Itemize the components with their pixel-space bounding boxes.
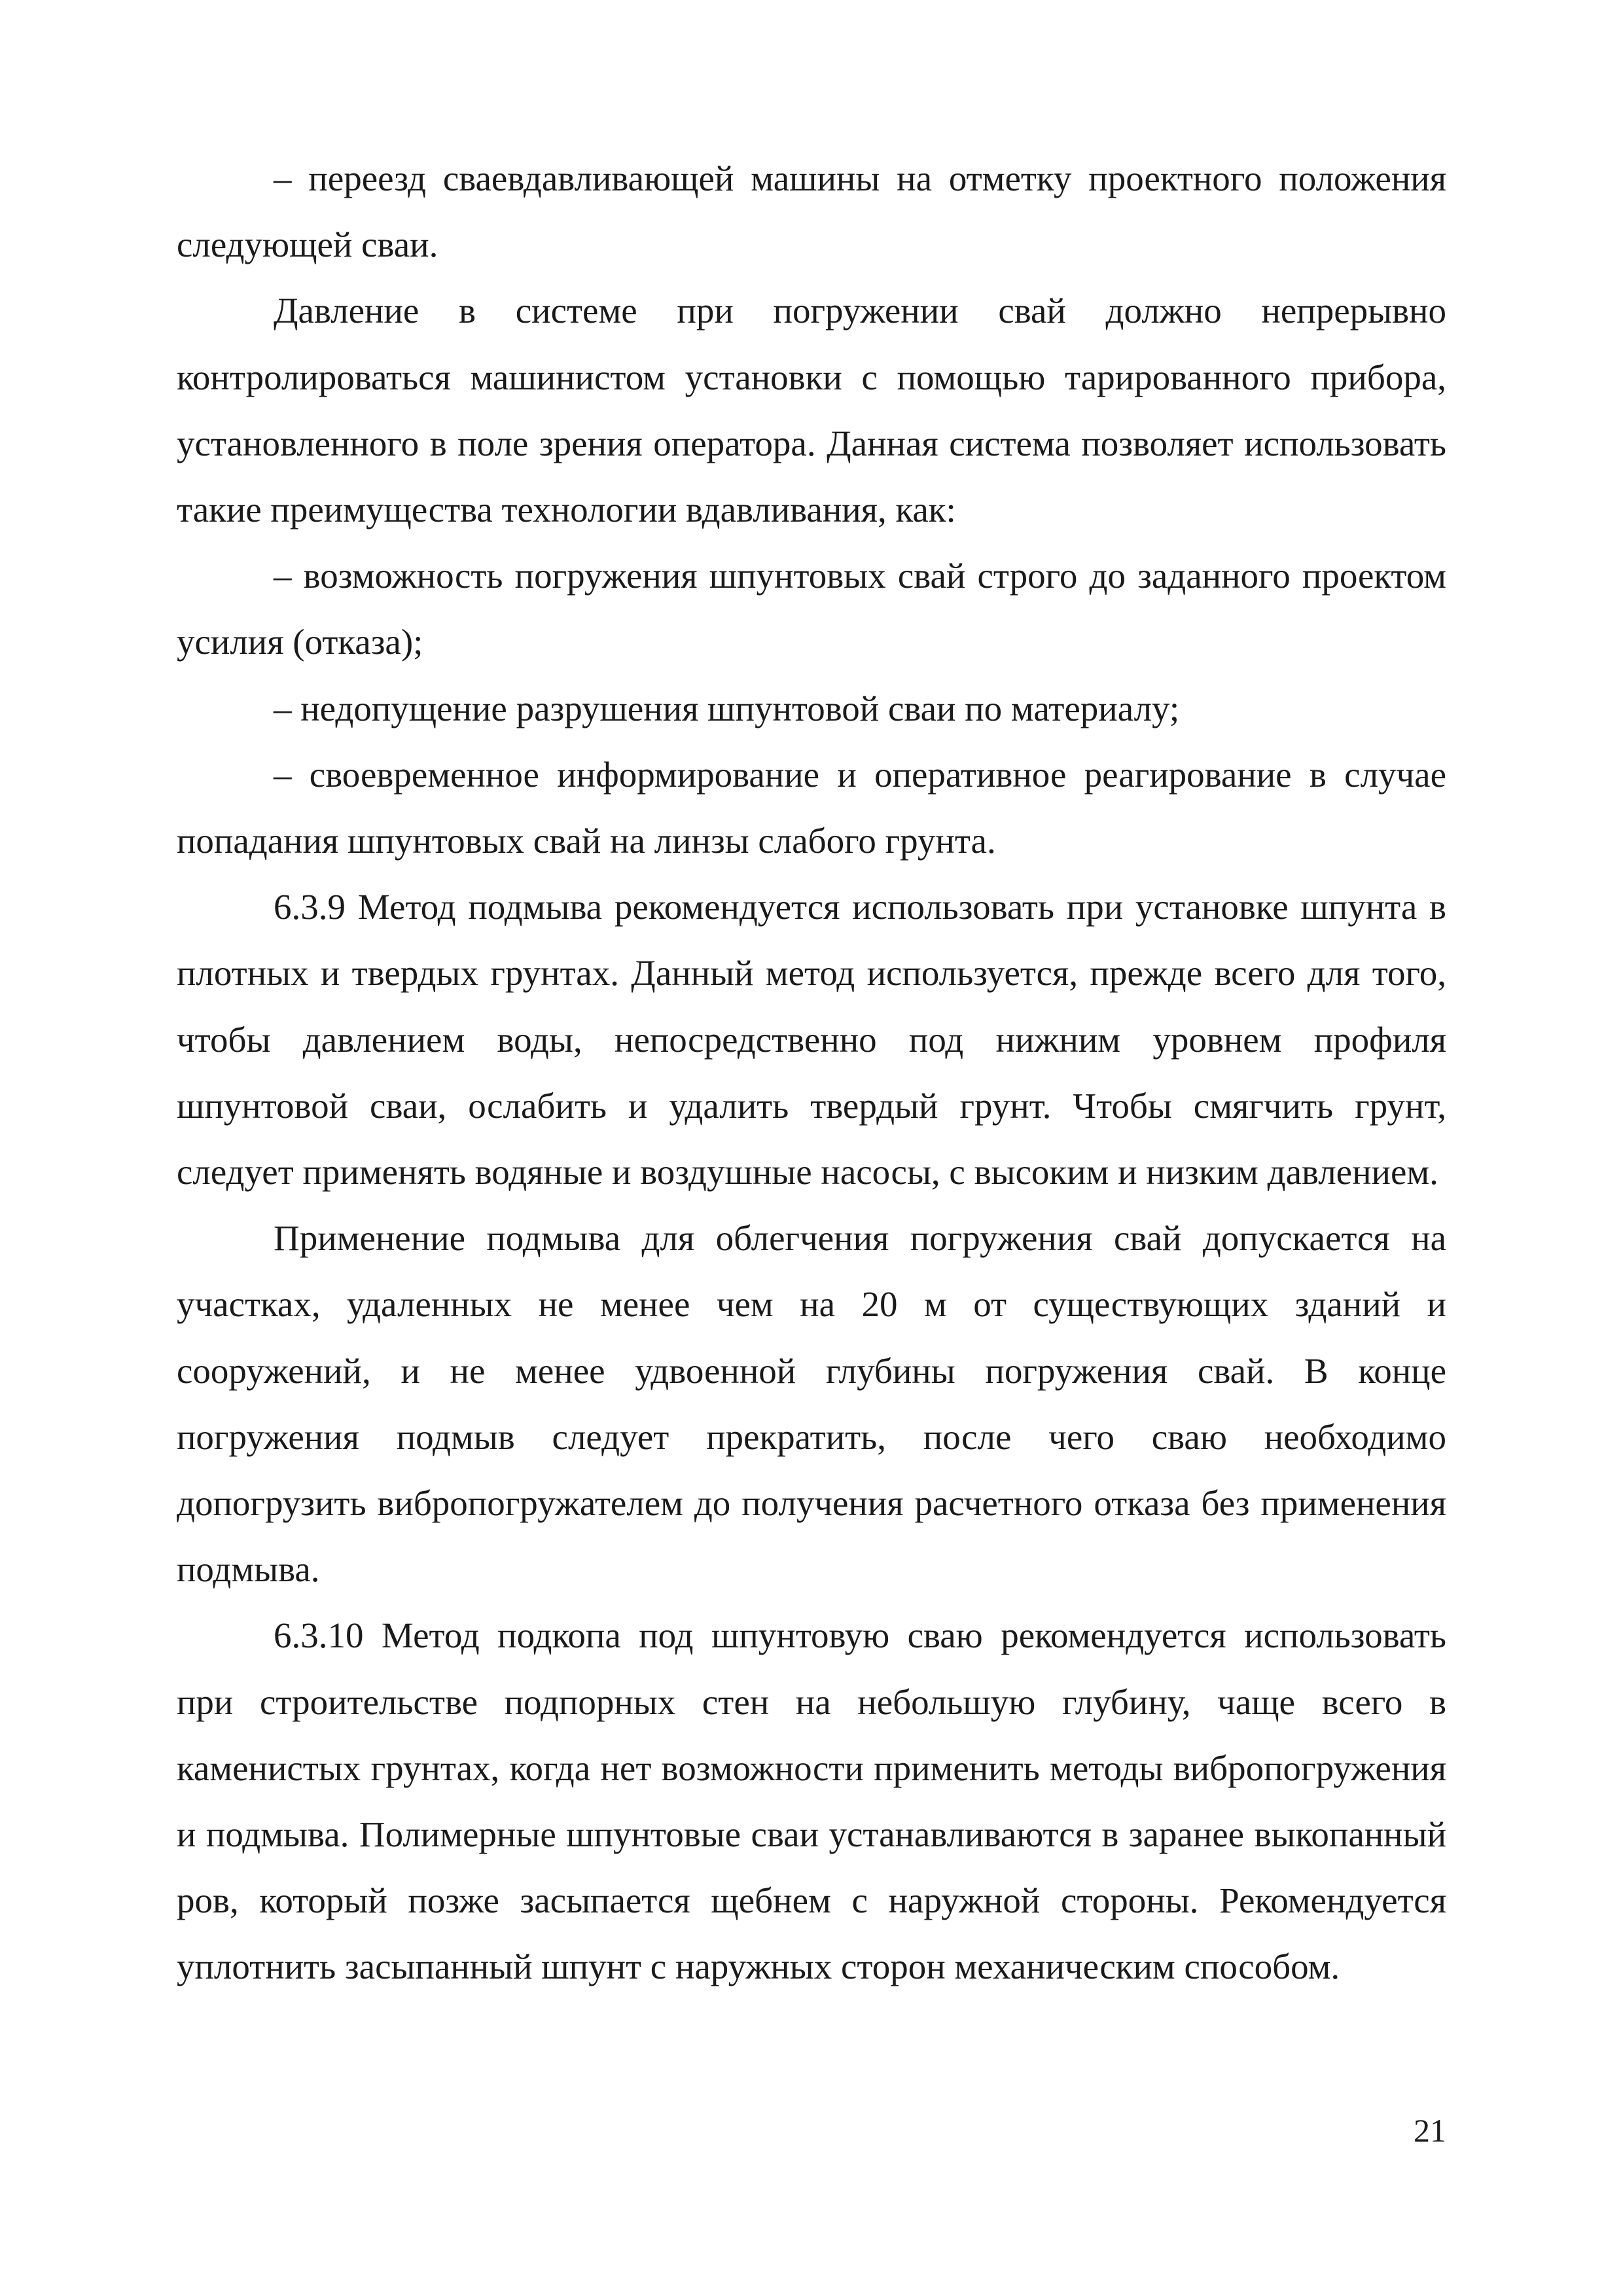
paragraph-section-6-3-9: 6.3.9 Метод подмыва рекомендуется использовать при установке шпунта в плотных и твердых грунтах. Данный метод используется, прежде всего для того, чтобы давлением воды, непосредственно под нижним уровнем профиля шпунтовой сваи, ослабить и удалить твердый грунт. Чтобы смягчить грунт, следует применять водяные и воздушные насосы, с высоким и низким давлением. xyxy=(177,887,1446,1193)
paragraph-advantage-timely-response: – своевременное информирование и оперативное реагирование в случае попадания шпунтовых свай на линзы слабого грунта. xyxy=(177,754,1446,861)
paragraph-pile-press-move: – переезд сваевдавливающей машины на отметку проектного положения следующей сваи. xyxy=(177,158,1446,265)
paragraph-pressure-control: Давление в системе при погружении свай должно непрерывно контролироваться машинистом установки с помощью тарированного прибора, установленного в поле зрения оператора. Данная система позволяет использовать такие преимущества технологии вдавливания, как: xyxy=(177,291,1446,530)
paragraph-advantage-design-load: – возможность погружения шпунтовых свай строго до заданного проектом усилия (отказа); xyxy=(177,556,1446,662)
paragraph-section-6-3-10: 6.3.10 Метод подкопа под шпунтовую сваю рекомендуется использовать при строительстве подпорных стен на небольшую глубину, чаще всего в каменистых грунтах, когда нет возможности применить методы вибропогружения и подмыва. Полимерные шпунтовые сваи устанавливаются в заранее выкопанный ров, который позже засыпается щебнем с наружной стороны. Рекомендуется уплотнить засыпанный шпунт с наружных сторон механическим способом. xyxy=(177,1615,1446,1987)
page-number: 21 xyxy=(1414,2112,1446,2149)
paragraph-jetting-application: Применение подмыва для облегчения погружения свай допускается на участках, удаленных не менее чем на 20 м от существующих зданий и сооружений, и не менее удвоенной глубины погружения свай. В конце погружения подмыв следует прекратить, после чего сваю необходимо допогрузить вибропогружателем до получения расчетного отказа без применения подмыва. xyxy=(177,1218,1446,1590)
text-body xyxy=(177,145,1446,2000)
paragraph-advantage-no-damage: – недопущение разрушения шпунтовой сваи по материалу; xyxy=(274,688,1180,728)
